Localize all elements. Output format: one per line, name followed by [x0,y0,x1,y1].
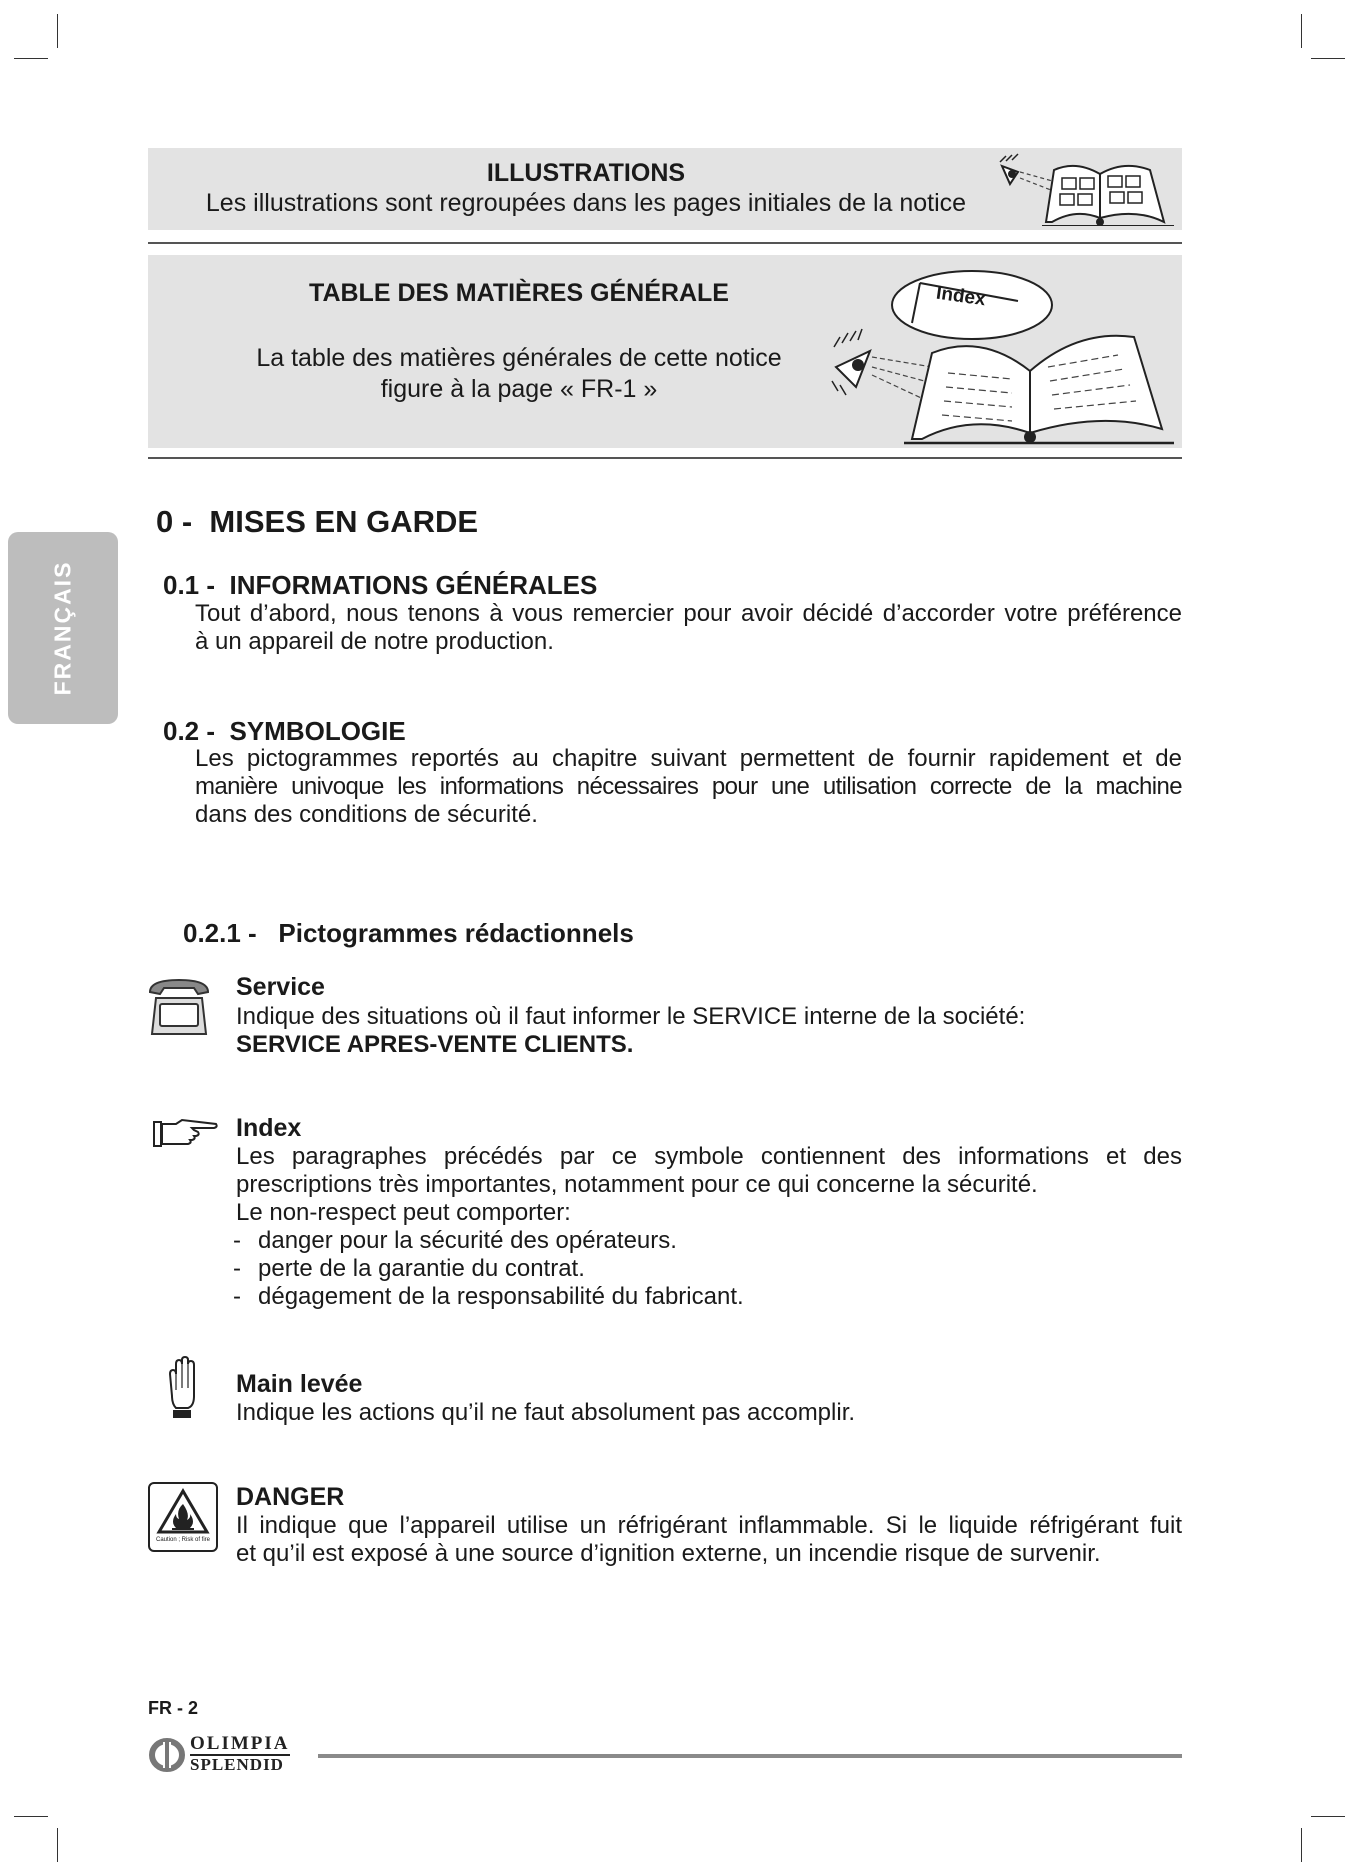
subsection-title: 0.1 - INFORMATIONS GÉNÉRALES [163,570,598,600]
hand-title: Main levée [236,1370,363,1398]
raised-hand-icon [166,1356,196,1420]
index-text: Le non-respect peut comporter: [236,1199,571,1226]
danger-text: et qu’il est exposé à une source d’ignition externe, un incendie risque de survenir. [236,1540,1101,1567]
toc-text-line2: figure à la page « FR-1 » [380,375,658,403]
hand-text: Indique les actions qu’il ne faut absolument pas accomplir. [236,1399,856,1426]
paragraph-line: Les pictogrammes reportés au chapitre suivant permettent de fournir rapidement et de [195,745,1182,772]
crop-mark [14,58,48,59]
subsubsection-title: 0.2.1 - Pictogrammes rédactionnels [183,918,634,948]
page-number: FR - 2 [148,1698,199,1718]
illustrations-text: Les illustrations sont regroupées dans les pages initiales de la notice [205,189,967,217]
fire-warning-icon [148,1482,218,1552]
crop-mark [14,1816,48,1817]
crop-mark [1301,1828,1302,1862]
crop-mark [57,14,58,48]
subsection-title: 0.2 - SYMBOLOGIE [163,716,406,746]
danger-text: Il indique que l’appareil utilise un réfrigérant inflammable. Si le liquide réfrigérant fuit [236,1512,1182,1539]
paragraph-line: à un appareil de notre production. [195,628,554,655]
brand-top: OLIMPIA [190,1733,290,1754]
toc-box [148,255,1182,448]
paragraph-line: Tout d’abord, nous tenons à vous remercier pour avoir décidé d’accorder votre préférence [195,600,1182,627]
section-title: 0 - MISES EN GARDE [156,504,479,539]
list-item: danger pour la sécurité des opérateurs. [258,1227,677,1254]
service-text: Indique des situations où il faut informer le SERVICE interne de la société: [236,1003,1026,1030]
bullet-dash: - [233,1255,241,1282]
list-item: dégagement de la responsabilité du fabricant. [258,1283,744,1310]
fire-warning-caption: Caution ; Risk of fire [155,1537,211,1543]
service-text-bold: SERVICE APRES-VENTE CLIENTS. [236,1031,634,1058]
crop-mark [1311,58,1345,59]
open-book-eye-icon [996,152,1178,226]
paragraph-line: dans des conditions de sécurité. [195,801,538,828]
illustrations-title: ILLUSTRATIONS [486,159,686,187]
bullet-dash: - [233,1227,241,1254]
toc-bubble-label: Index [934,282,987,311]
divider [148,242,1182,244]
index-title: Index [236,1114,302,1142]
pointing-hand-icon [152,1116,220,1150]
divider [148,457,1182,459]
telephone-icon [146,976,212,1038]
toc-title: TABLE DES MATIÈRES GÉNÉRALE [309,279,729,307]
toc-text-line1: La table des matières générales de cette notice [256,344,782,372]
index-text: prescriptions très importantes, notamment pour ce qui concerne la sécurité. [236,1171,1038,1198]
footer-rule [318,1754,1182,1758]
crop-mark [1311,1816,1345,1817]
olimpia-logo-mark [148,1738,186,1772]
crop-mark [1301,14,1302,48]
warning-triangle-icon [156,1488,210,1536]
index-text: Les paragraphes précédés par ce symbole contiennent des informations et des [236,1143,1182,1170]
list-item: perte de la garantie du contrat. [258,1255,585,1282]
danger-title: DANGER [236,1483,345,1511]
index-book-icon [812,263,1178,445]
crop-mark [57,1828,58,1862]
bullet-dash: - [233,1283,241,1310]
service-title: Service [236,973,325,1001]
illustrations-box [148,148,1182,230]
brand-bottom: SPLENDID [190,1755,284,1774]
olimpia-logo-icon [148,1732,318,1776]
language-tab [8,532,118,724]
paragraph-line: manière univoque les informations nécessaires pour une utilisation correcte de la machine [195,773,1182,800]
language-tab-label: FRANÇAIS [49,560,76,696]
